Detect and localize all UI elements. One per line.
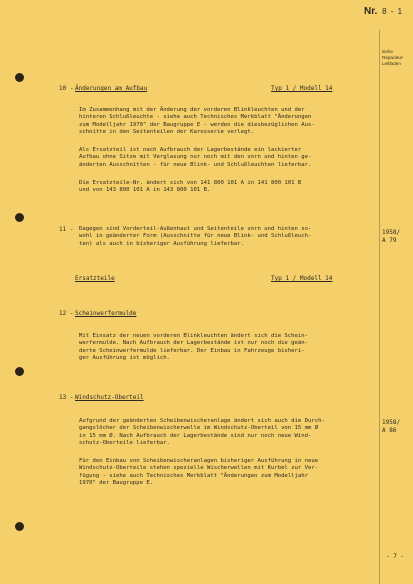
section-type-label: Typ 1 / Modell 14 bbox=[271, 275, 333, 282]
section-type-label: Typ 1 / Modell 14 bbox=[271, 85, 333, 92]
paragraph: Mit Einsatz der neuen vorderen Blinkleuchten ändert sich die Schein- werfermulde. Nach Aufbrauch der Lagerbestände ist nur noch die geän- derte Scheinwerfermulde lieferbar. Der Einbau in Fahrzeuge bisheri- ger Ausführung ist möglich. bbox=[79, 333, 309, 361]
paragraph: Aufgrund der geänderten Scheibenwischeranlage ändert sich auch die Durch- gangslöcher der Scheibenwischerwelle im Windschutz-Oberteil von 15 mm Ø in 15 mm Ø. Nach Aufbrauch der Lagerbestände sind nur noch neue Wind- schutz-Oberteile lieferbar. bbox=[79, 418, 325, 446]
punch-hole bbox=[15, 367, 24, 376]
reference-note: 1958/ A 79 bbox=[382, 229, 401, 244]
paragraph: Die Ersatzteile-Nr. ändert sich von 141 800 101 A in 141 800 101 B und von 143 800 101 A in 143 800 101 B. bbox=[79, 180, 302, 194]
paragraph: Für den Einbau von Scheibenwischeranlagen bisheriger Ausführung in neue Windschutz-Oberteile stehen spezielle Wischerwellen mit Kurbel zur Ver- fügung - siehe auch Technisches Merkblatt "Änderungen zum Modelljahr 1970" der Baugruppe E. bbox=[79, 458, 319, 486]
side-note-line: Reparatur- bbox=[382, 55, 404, 60]
reference-note: 1958/ A 86 bbox=[382, 419, 401, 434]
side-note-line: Leitfaden bbox=[382, 61, 401, 66]
side-note-line: siehe bbox=[382, 49, 393, 54]
section-number: 12 - bbox=[59, 310, 74, 317]
section-number: 13 - bbox=[59, 394, 74, 401]
section-title: Scheinwerfermulde bbox=[75, 310, 137, 317]
document-number-value: 8 - 1 bbox=[382, 7, 404, 16]
punch-hole bbox=[15, 522, 24, 531]
section-heading: Ersatzteile bbox=[75, 275, 115, 282]
document-number bbox=[364, 6, 403, 17]
section-number: 11 - bbox=[59, 226, 74, 233]
section-number: 10 - bbox=[59, 85, 74, 92]
side-note bbox=[382, 49, 412, 67]
section-title: Windschutz-Oberteil bbox=[75, 394, 144, 401]
punch-hole bbox=[15, 213, 24, 222]
section-title: Änderungen am Aufbau bbox=[75, 85, 148, 92]
paragraph: Im Zusammenhang mit der Änderung der vorderen Blinkleuchten und der hinteren Schlußleuchte - siehe auch Technisches Merkblatt "Änderungen zum Modelljahr 1970" der Baugruppe E - werden die diesbezüglichen Aus- schnitte in den Seitenteilen der Karosserie verlegt. bbox=[79, 107, 315, 135]
punch-hole bbox=[15, 73, 24, 82]
paragraph: Als Ersatzteil ist nach Aufbrauch der Lagerbestände ein lackierter Aufbau ohne Sitze mit Verglasung nur noch mit den vorn und hinten ge- änderten Ausschnitten - für neue Blink- und Schlußleuchten lieferbar. bbox=[79, 147, 312, 168]
page-number: - 7 - bbox=[386, 553, 405, 560]
paragraph: Dagegen sind Vorderteil-Außenhaut und Seitenteile vorn und hinten so- wohl in geänderter Form (Ausschnitte für neue Blink- und Schlußleuch- ten) als auch in bisheriger Ausführung lieferbar. bbox=[79, 226, 312, 247]
document-number-label: Nr. bbox=[364, 6, 378, 17]
margin-rule bbox=[379, 30, 380, 584]
